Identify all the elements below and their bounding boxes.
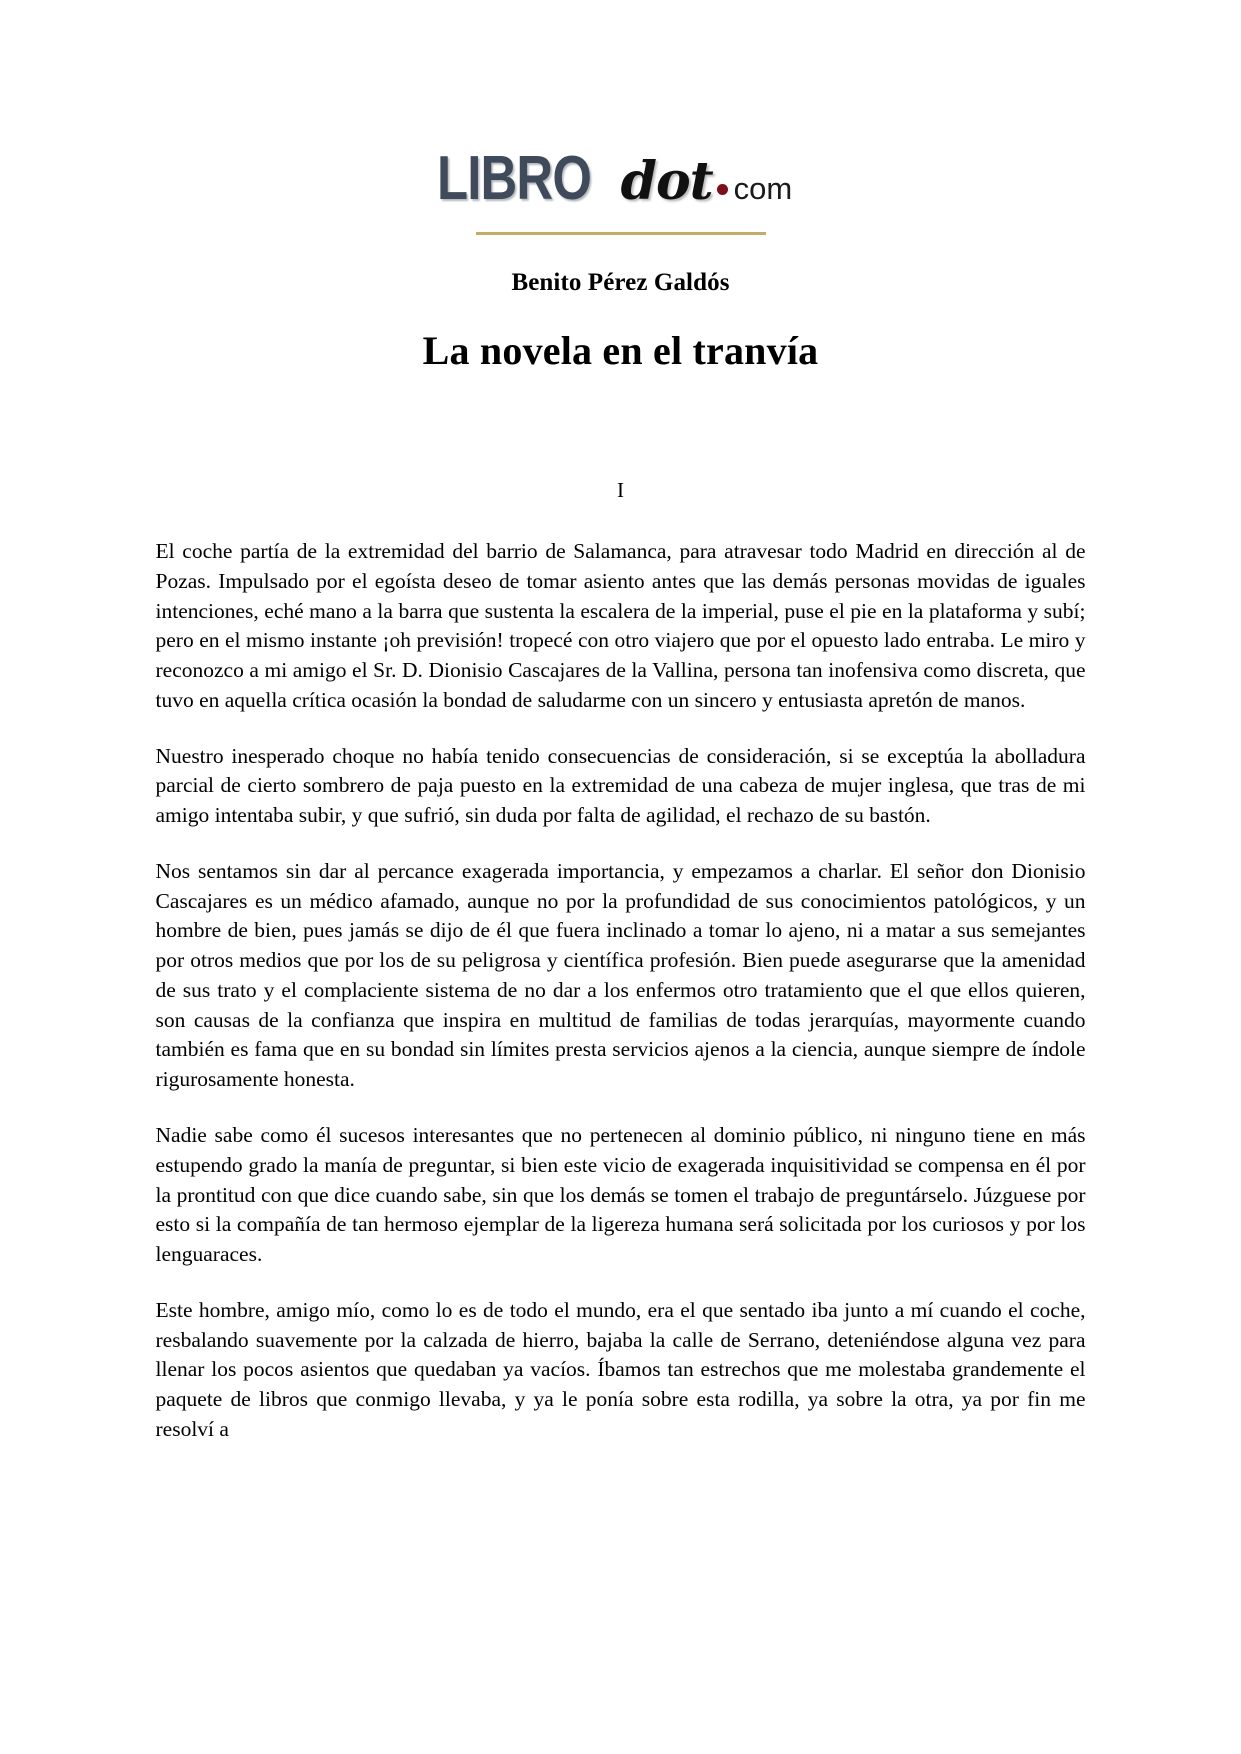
paragraph: Nos sentamos sin dar al percance exagerada importancia, y empezamos a charlar. El señor don Dionisio Cascajares es un médico afamado, aunque no por la profundidad de sus conocimientos patológicos, y un hombre de bien, pues jamás se dijo de él que fuera inclinado a tomar lo ajeno, ni a matar a sus semejantes por otros medios que por los de su peligrosa y científica profesión. Bien puede asegurarse que la amenidad de sus trato y el complaciente sistema de no dar a los enfermos otro tratamiento que el que ellos quieren, son causas de la confianza que inspira en multitud de familias de todas jerarquías, mayormente cuando también es fama que en su bondad sin límites presta servicios ajenos a la ciencia, aunque siempre de índole rigurosamente honesta.	[155, 858, 1086, 1092]
paragraph: Nadie sabe como él sucesos interesantes que no pertenecen al dominio público, ni ninguno tiene en más estupendo grado la manía de preguntar, si bien este vicio de exagerada inquisitividad se compensa en él por la prontitud con que dice cuando sabe, sin que los demás se tomen el trabajo de preguntárselo. Júzguese por esto si la compañía de tan hermoso ejemplar de la ligereza humana será solicitada por los curiosos y por los lenguaraces.	[155, 1123, 1086, 1267]
author-name: Benito Pérez Galdós	[511, 269, 730, 296]
logo-dot-icon	[717, 184, 728, 195]
page-title: La novela en el tranvía	[422, 328, 819, 373]
paragraph: Este hombre, amigo mío, como lo es de todo el mundo, era el que sentado iba junto a mí cuando el coche, resbalando suavemente por la calzada de hierro, bajaba la calle de Serrano, deteniéndose alguna vez para llenar los pocos asientos que quedaban ya vacíos. Íbamos tan estrechos que me molestaba grandemente el paquete de libros que conmigo llevaba, y ya le ponía sobre esta rodilla, ya sobre la otra, ya por fin me resolví a	[155, 1297, 1086, 1441]
paragraph: El coche partía de la extremidad del barrio de Salamanca, para atravesar todo Madrid en dirección al de Pozas. Impulsado por el egoísta deseo de tomar asiento antes que las demás personas movidas de iguales intenciones, eché mano a la barra que sustenta la escalera de la imperial, puse el pie en la plataforma y subí; pero en el mismo instante ¡oh previsión! tropecé con otro viajero que por el opuesto lado entraba. Le miro y reconozco a mi amigo el Sr. D. Dionisio Cascajares de la Vallina, persona tan inofensiva como discreta, que tuvo en aquella crítica ocasión la bondad de saludarme con un sincero y entusiasta apretón de manos.	[155, 539, 1086, 712]
site-masthead	[0, 0, 1241, 235]
masthead-divider	[476, 232, 766, 235]
librodot-logo[interactable]	[436, 144, 793, 213]
paragraph: Nuestro inesperado choque no había tenido consecuencias de consideración, si se exceptúa la abolladura parcial de cierto sombrero de paja puesto en la extremidad de una cabeza de mujer inglesa, que tras de mi amigo intentaba subir, y que sufrió, sin duda por falta de agilidad, el rechazo de su bastón.	[155, 743, 1086, 828]
logo-wordmark-libro: LIBRO	[436, 144, 591, 213]
section-marker: I	[617, 478, 624, 502]
logo-wordmark-com: com	[733, 171, 793, 206]
body-text	[156, 537, 1086, 1445]
logo-wordmark-dot: dot	[620, 151, 713, 212]
